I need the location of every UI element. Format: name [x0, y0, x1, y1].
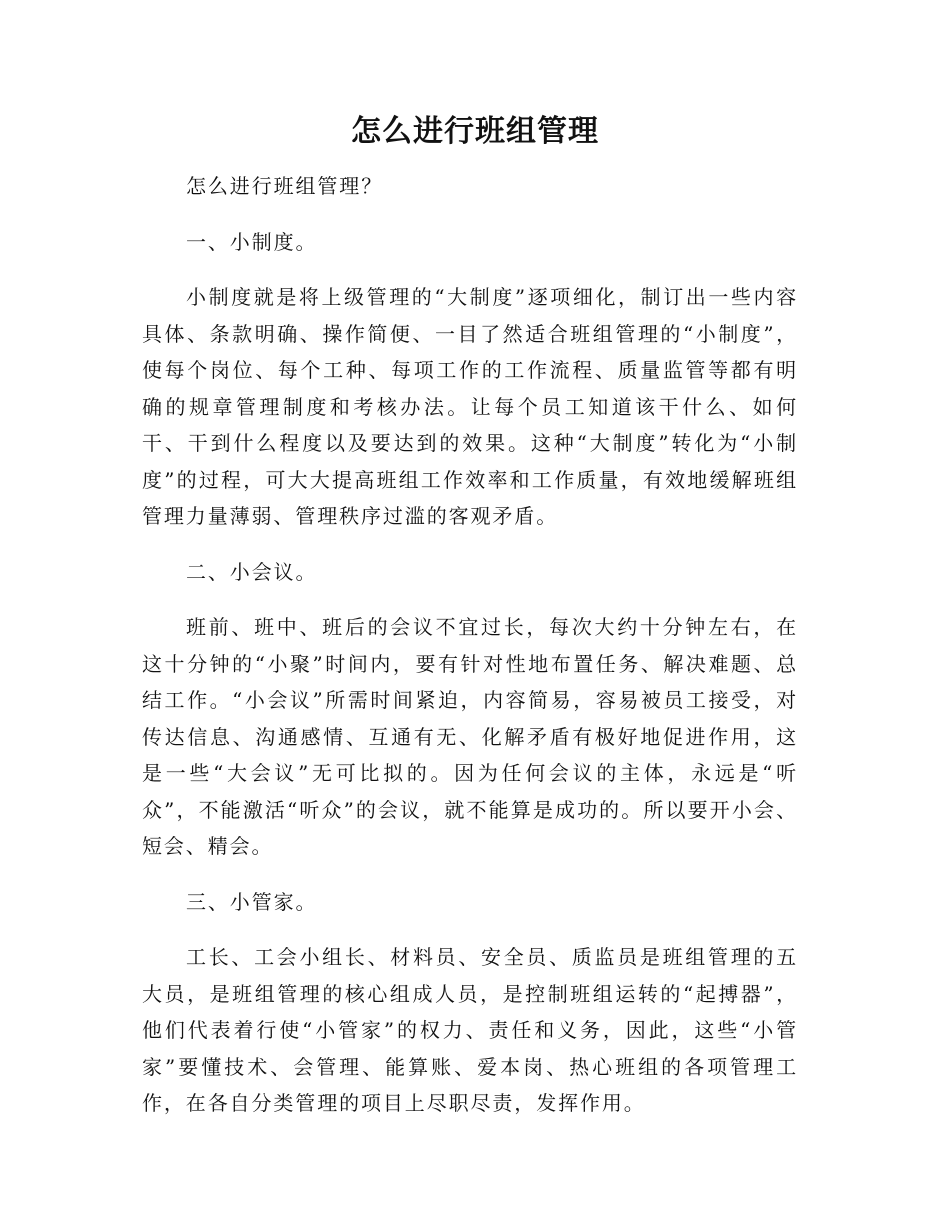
document-body — [142, 168, 798, 1141]
section-heading-small-steward: 三、小管家。 — [186, 889, 318, 914]
section-body-small-steward: 工长、工会小组长、材料员、安全员、质监员是班组管理的五大员，是班组管理的核心组成人员，是控制班组运转的“起搏器”，他们代表着行使“小管家”的权力、责任和义务，因此，这些“小管家”要懂技术、会管理、能算账、爱本岗、热心班组的各项管理工作，在各自分类管理的项目上尽职尽责，发挥作用。 — [142, 945, 798, 1115]
intro-question: 怎么进行班组管理？ — [186, 174, 384, 198]
section-body-small-meeting: 班前、班中、班后的会议不宜过长，每次大约十分钟左右，在这十分钟的“小聚”时间内，要有针对性地布置任务、解决难题、总结工作。“小会议”所需时间紧迫，内容简易，容易被员工接受，对传达信息、沟通感情、互通有无、化解矛盾有极好地促进作用，这是一些“大会议”无可比拟的。因为任何会议的主体，永远是“听众”，不能激活“听众”的会议，就不能算是成功的。所以要开小会、短会、精会。 — [142, 615, 798, 858]
section-heading-small-meeting: 二、小会议。 — [186, 559, 318, 584]
section-body-small-system: 小制度就是将上级管理的“大制度”逐项细化，制订出一些内容具体、条款明确、操作简便、一目了然适合班组管理的“小制度”，使每个岗位、每个工种、每项工作的工作流程、质量监管等都有明确的规章管理制度和考核办法。让每个员工知道该干什么、如何干、干到什么程度以及要达到的效果。这种“大制度”转化为“小制度”的过程，可大大提高班组工作效率和工作质量，有效地缓解班组管理力量薄弱、管理秩序过滥的客观矛盾。 — [142, 285, 798, 528]
section-heading-small-system: 一、小制度。 — [186, 229, 318, 254]
page-title: 怎么进行班组管理 — [351, 114, 599, 149]
